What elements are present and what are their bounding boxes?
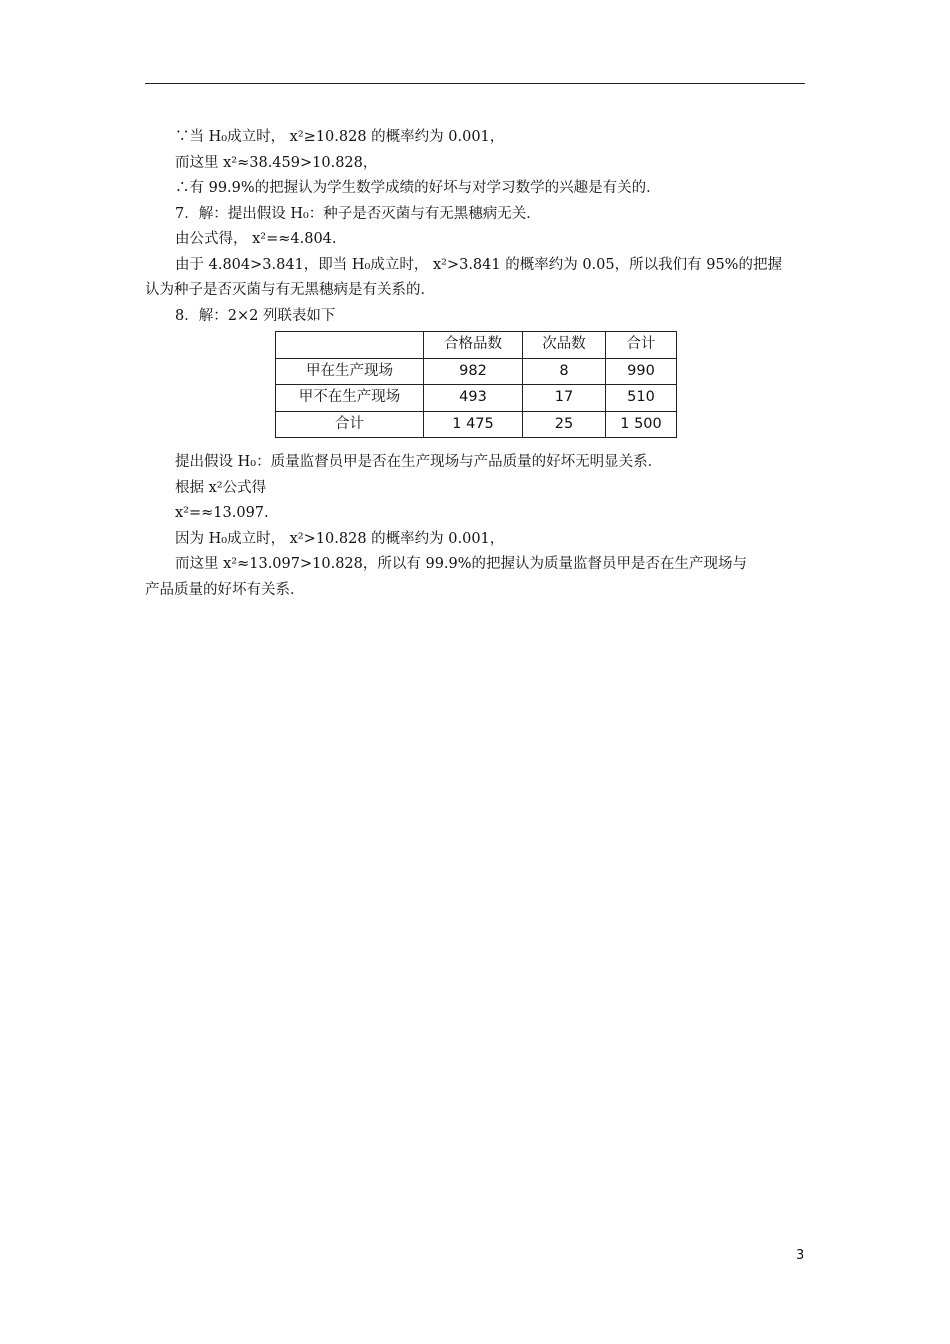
- table-header-row: [276, 332, 677, 359]
- table-cell: 甲在生产现场: [276, 358, 424, 385]
- page-number: 3: [796, 1248, 805, 1263]
- table-header-cell: 次品数: [523, 332, 606, 359]
- problem-8-heading: 8．解：2×2 列联表如下: [175, 307, 336, 324]
- problem-7-heading: 7．解：提出假设 H₀：种子是否灭菌与有无黑穗病无关．: [175, 205, 541, 222]
- table-cell: 990: [606, 358, 677, 385]
- table-cell: 510: [606, 385, 677, 412]
- text-line: 由公式得， x²=≈4.804.: [175, 231, 337, 247]
- contingency-table-wrapper: [275, 331, 810, 438]
- solution-content: [145, 125, 810, 603]
- table-header-cell: [276, 332, 424, 359]
- text-line: ∴有 99.9%的把握认为学生数学成绩的好坏与对学习数学的兴趣是有关的．: [175, 180, 661, 196]
- after-table-text: [145, 450, 810, 603]
- text-line: ∵当 H₀成立时， x²≥10.828 的概率约为 0.001，: [175, 129, 505, 145]
- text-line: 因为 H₀成立时， x²>10.828 的概率约为 0.001，: [175, 530, 505, 547]
- table-row: [276, 385, 677, 412]
- table-cell: 493: [424, 385, 523, 412]
- text-line: 而这里 x²≈13.097>10.828，所以有 99.9%的把握认为质量监督员甲是否在生产现场与: [175, 556, 748, 572]
- table-cell: 合计: [276, 411, 424, 438]
- table-cell: 982: [424, 358, 523, 385]
- table-cell: 1 500: [606, 411, 677, 438]
- text-line: x²=≈13.097.: [175, 505, 269, 521]
- text-line: 产品质量的好坏有关系．: [145, 581, 305, 598]
- table-cell: 甲不在生产现场: [276, 385, 424, 412]
- contingency-table: [275, 331, 677, 438]
- text-line: 提出假设 H₀：质量监督员甲是否在生产现场与产品质量的好坏无明显关系．: [175, 454, 663, 470]
- table-cell: 25: [523, 411, 606, 438]
- table-header-cell: 合格品数: [424, 332, 523, 359]
- table-row: [276, 358, 677, 385]
- table-row: [276, 411, 677, 438]
- text-line: 根据 x²公式得: [175, 479, 267, 496]
- text-line: 认为种子是否灭菌与有无黑穗病是有关系的．: [145, 282, 435, 298]
- table-cell: 17: [523, 385, 606, 412]
- table-cell: 1 475: [424, 411, 523, 438]
- text-line: 由于 4.804>3.841，即当 H₀成立时， x²>3.841 的概率约为 0.05，所以我们有 95%的把握: [175, 256, 782, 273]
- header-rule: [145, 83, 805, 84]
- table-cell: 8: [523, 358, 606, 385]
- table-header-cell: 合计: [606, 332, 677, 359]
- text-line: 而这里 x²≈38.459>10.828，: [175, 154, 378, 171]
